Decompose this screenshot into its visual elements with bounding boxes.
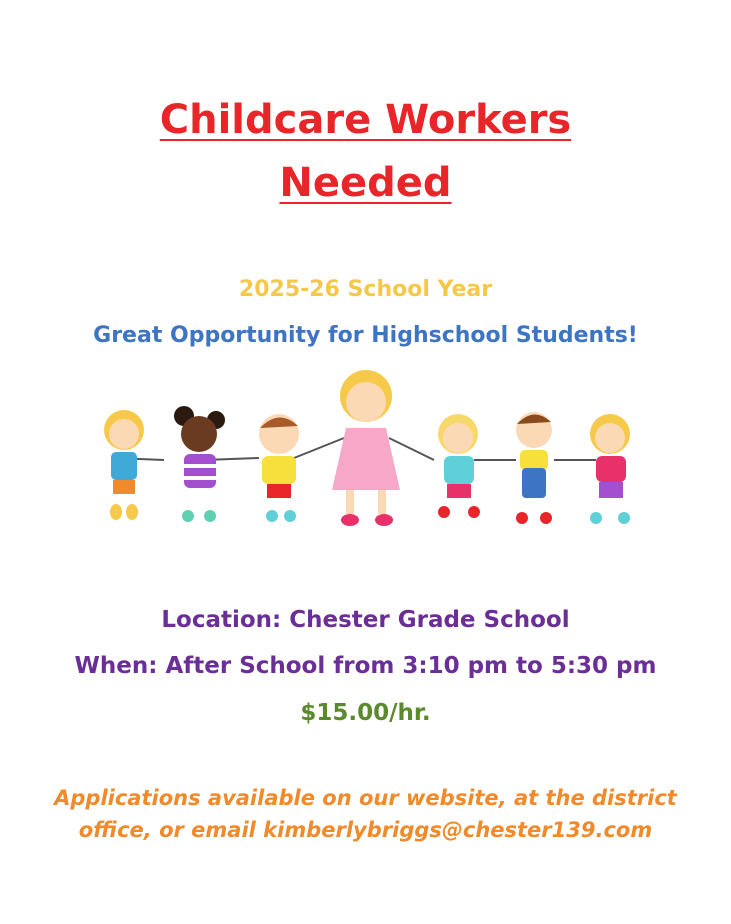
schedule-text: When: After School from 3:10 pm to 5:30 pm <box>74 653 657 679</box>
pay-rate-text: $15.00/hr. <box>300 700 431 726</box>
child-6 <box>590 414 630 524</box>
applications-line-2: office, or email kimberlybriggs@chester139.com <box>78 818 653 842</box>
child-3 <box>259 414 299 522</box>
teacher <box>332 370 400 526</box>
child-1 <box>104 410 144 520</box>
opportunity-text: Great Opportunity for Highschool Students! <box>93 323 638 348</box>
child-2 <box>174 406 225 522</box>
children-holding-hands-illustration <box>84 368 648 532</box>
title-line-2: Needed <box>279 160 452 206</box>
title-line-1: Childcare Workers <box>159 97 572 143</box>
school-year-text: 2025-26 School Year <box>238 277 493 302</box>
child-4 <box>438 414 480 518</box>
location-text: Location: Chester Grade School <box>161 607 570 633</box>
applications-line-1: Applications available on our website, at the district <box>54 786 677 810</box>
child-5 <box>516 412 552 524</box>
